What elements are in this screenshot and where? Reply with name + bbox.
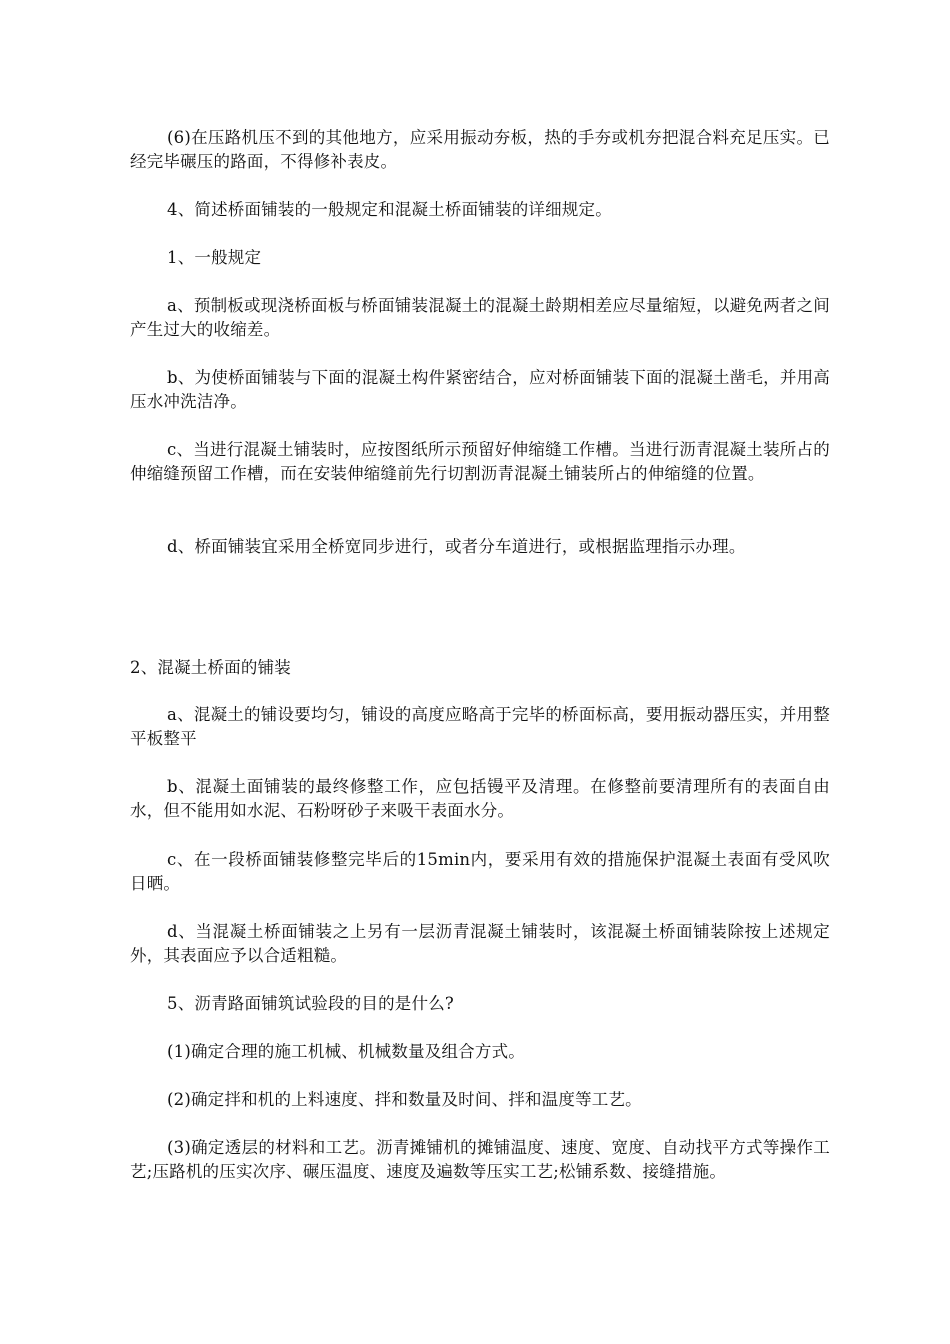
paragraph-rule-d: d、桥面铺装宜采用全桥宽同步进行，或者分车道进行，或根据监理指示办理。 (167, 537, 746, 556)
paragraph-compaction-note: (6)在压路机压不到的其他地方，应采用振动夯板，热的手夯或机夯把混合料充足压实。已经完毕碾压的路面，不得修补表皮。 (130, 128, 830, 171)
answer-item-2: (2)确定拌和机的上料速度、拌和数量及时间、拌和温度等工艺。 (167, 1090, 642, 1109)
paragraph-rule-c: c、当进行混凝土铺装时，应按图纸所示预留好伸缩缝工作槽。当进行沥青混凝土装所占的伸缩缝预留工作槽，而在安装伸缩缝前先行切割沥青混凝土铺装所占的伸缩缝的位置。 (130, 440, 830, 483)
answer-item-1: (1)确定合理的施工机械、机械数量及组合方式。 (167, 1042, 525, 1061)
paragraph-rule-b: b、为使桥面铺装与下面的混凝土构件紧密结合，应对桥面铺装下面的混凝土凿毛，并用高压水冲洗洁净。 (130, 368, 830, 411)
section-concrete-deck-heading: 2、混凝土桥面的铺装 (130, 658, 291, 677)
paragraph-concrete-d: d、当混凝土桥面铺装之上另有一层沥青混凝土铺装时，该混凝土桥面铺装除按上述规定外，其表面应予以合适粗糙。 (130, 922, 830, 965)
paragraph-concrete-b: b、混凝土面铺装的最终修整工作，应包括镘平及清理。在修整前要清理所有的表面自由水，但不能用如水泥、石粉呀砂子来吸干表面水分。 (130, 777, 830, 820)
section-general-rules-heading: 1、一般规定 (167, 248, 262, 267)
paragraph-concrete-a: a、混凝土的铺设要均匀，铺设的高度应略高于完毕的桥面标高，要用振动器压实，并用整平板整平 (130, 705, 830, 748)
paragraph-concrete-c: c、在一段桥面铺装修整完毕后的15min内，要采用有效的措施保护混凝土表面有受风吹日晒。 (130, 850, 830, 893)
paragraph-rule-a: a、预制板或现浇桥面板与桥面铺装混凝土的混凝土龄期相差应尽量缩短，以避免两者之间产生过大的收缩差。 (130, 296, 830, 339)
question-4-heading: 4、简述桥面铺装的一般规定和混凝土桥面铺装的详细规定。 (167, 200, 612, 219)
answer-item-3: (3)确定透层的材料和工艺。沥青摊铺机的摊铺温度、速度、宽度、自动找平方式等操作工艺;压路机的压实次序、碾压温度、速度及遍数等压实工艺;松铺系数、接缝措施。 (130, 1138, 830, 1181)
question-5-heading: 5、沥青路面铺筑试验段的目的是什么? (167, 994, 454, 1013)
